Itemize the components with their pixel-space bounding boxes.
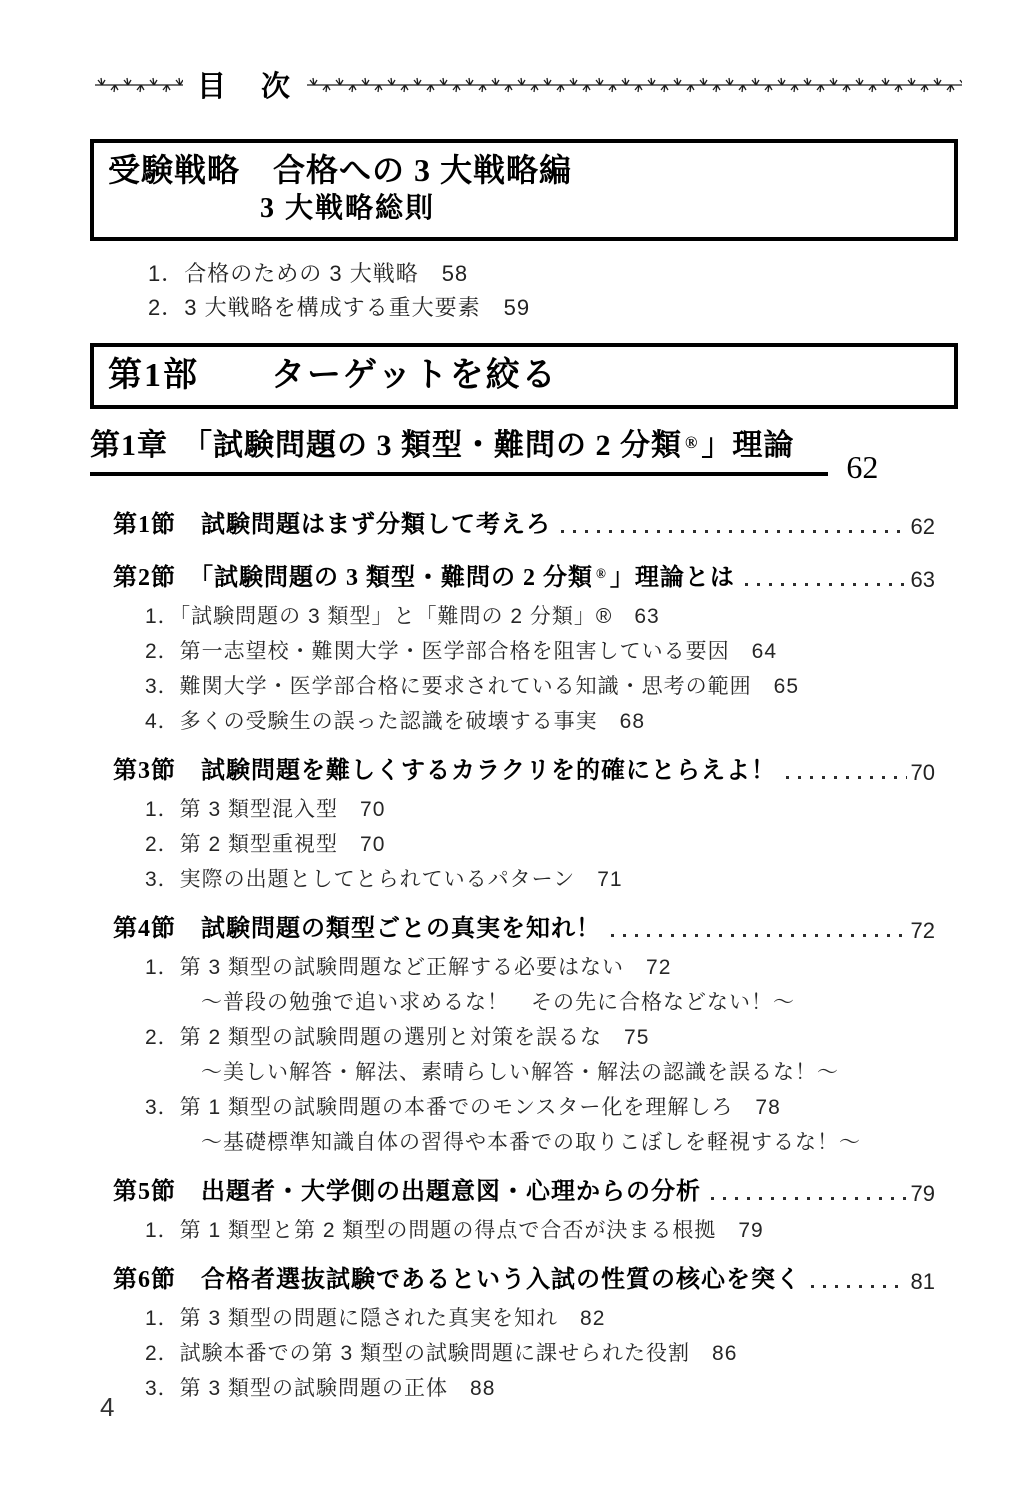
toc-page-title: 目 次	[197, 71, 294, 103]
section-page-number: 70	[910, 760, 935, 785]
section-row	[113, 1263, 935, 1297]
toc-entry-note: ～基礎標準知識自体の習得や本番での取りこぼしを軽視するな！～	[201, 1131, 861, 1154]
toc-entry: 3．第 1 類型の試験問題の本番でのモンスター化を理解しろ 78	[145, 1096, 781, 1119]
vine-ornament-left	[95, 75, 183, 95]
toc-entry: 2．第 2 類型の試験問題の選別と対策を誤るな 75	[145, 1026, 650, 1049]
section-title: 第2節 「試験問題の 3 類型・難問の 2 分類 ® 」理論とは	[113, 565, 735, 591]
toc-entry: 3．第 3 類型の試験問題の正体 88	[145, 1377, 496, 1400]
page-number: 4	[100, 1392, 115, 1422]
section-page-number: 81	[910, 1269, 935, 1294]
toc-entry: 1．第 1 類型と第 2 類型の問題の得点で合否が決まる根拠 79	[145, 1219, 764, 1242]
leader-dots	[611, 934, 907, 937]
strategy-section-box	[90, 139, 958, 241]
toc-entry-note: ～美しい解答・解法、素晴らしい解答・解法の認識を誤るな！～	[201, 1061, 839, 1084]
chapter1-title-post: 」理論	[701, 429, 795, 462]
part1-box-title: 第1部 ターゲットを絞る	[108, 357, 558, 394]
toc-entry: 2．3 大戦略を構成する重大要素 59	[148, 295, 531, 320]
section-title: 第4節 試験問題の類型ごとの真実を知れ！	[113, 916, 601, 942]
section-item-list	[113, 792, 935, 897]
part1-section-box	[90, 343, 958, 409]
section-title: 第6節 合格者選抜試験であるという入試の性質の核心を突く	[113, 1267, 801, 1293]
toc-entry: 3．難関大学・医学部合格に要求されている知識・思考の範囲 65	[145, 675, 800, 698]
leader-dots	[561, 530, 907, 533]
section-list	[113, 508, 935, 1406]
toc-entry: 1．第 3 類型の試験問題など正解する必要はない 72	[145, 956, 672, 979]
section-title: 第3節 試験問題を難しくするカラクリを的確にとらえよ！	[113, 758, 776, 784]
section-item-list	[113, 599, 935, 739]
leader-dots	[745, 583, 907, 586]
toc-entry: 4．多くの受験生の誤った認識を破壊する事実 68	[145, 710, 646, 733]
toc-entry: 2．第一志望校・難関大学・医学部合格を阻害している要因 64	[145, 640, 778, 663]
section-page-number: 79	[910, 1181, 935, 1206]
strategy-box-subtitle: 3 大戦略総則	[260, 193, 436, 224]
chapter1-page-number: 62	[846, 449, 879, 485]
section-row	[113, 508, 935, 542]
section-page-number: 63	[910, 567, 935, 592]
registered-trademark-icon: ®	[596, 566, 607, 581]
chapter1-title-pre: 「試験問題の 3 類型・難問の 2 分類	[182, 429, 682, 462]
section-title: 第5節 出題者・大学側の出題意図・心理からの分析	[113, 1179, 701, 1205]
section-page-number: 62	[910, 514, 935, 539]
section-row	[113, 754, 935, 788]
toc-entry: 2．試験本番での第 3 類型の試験問題に課せられた役割 86	[145, 1342, 738, 1365]
chapter1-title	[90, 423, 828, 476]
leader-dots	[786, 776, 907, 779]
toc-entry: 1．合格のための 3 大戦略 58	[148, 261, 469, 286]
section-item-list	[113, 1301, 935, 1406]
strategy-box-title: 受験戦略 合格への 3 大戦略編	[108, 152, 573, 188]
toc-entry: 2．第 2 類型重視型 70	[145, 833, 386, 856]
vine-ornament-right	[307, 75, 962, 95]
section-page-number: 72	[910, 918, 935, 943]
section-item-list	[113, 950, 935, 1160]
leader-dots	[711, 1197, 907, 1200]
toc-entry: 1．「試験問題の 3 類型」と「難問の 2 分類」® 63	[145, 605, 660, 628]
chapter1-number: 第1章	[90, 429, 168, 462]
section-title: 第1節 試験問題はまず分類して考えろ	[113, 512, 551, 538]
strategy-item-list	[148, 257, 958, 325]
registered-trademark-icon: ®	[685, 433, 699, 452]
leader-dots	[811, 1285, 907, 1288]
toc-header	[95, 0, 958, 105]
toc-entry: 3．実際の出題としてとられているパターン 71	[145, 868, 623, 891]
section-row	[113, 912, 935, 946]
section-row	[113, 557, 935, 595]
section-item-list	[113, 1213, 935, 1248]
chapter1-heading	[90, 423, 974, 485]
section-row	[113, 1175, 935, 1209]
toc-entry: 1．第 3 類型の問題に隠された真実を知れ 82	[145, 1307, 606, 1330]
toc-entry: 1．第 3 類型混入型 70	[145, 798, 386, 821]
toc-entry-note: ～普段の勉強で追い求めるな！ その先に合格などない！～	[201, 991, 795, 1014]
